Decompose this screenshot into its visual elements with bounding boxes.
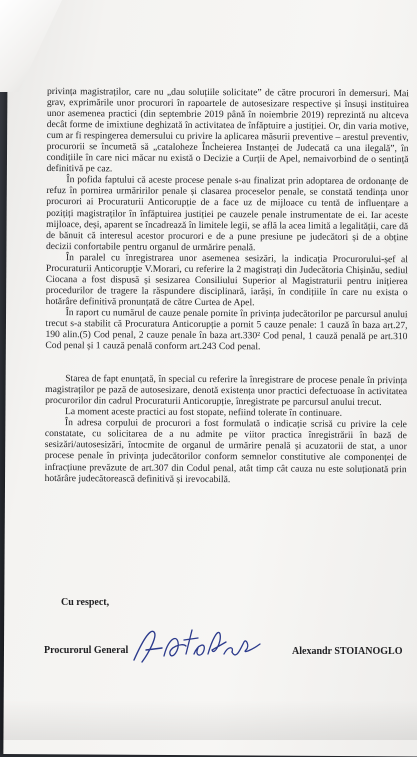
closing-salutation: Cu respect, xyxy=(61,597,110,608)
signatory-title: Procurorul General xyxy=(44,645,129,656)
paragraph-3: În paralel cu înregistrarea unor asemenea sesizări, la indicația Procurorului-șef al Procuraturii Anticorupție V.Morari, cu referire la 2 magistrați din Judecătoria Chișinău, sediul Ciocana a fost dispusă și sesizarea Consiliului Superior al Magistraturii pentru inițierea procedurilor de tragere la răspundere disciplinară, iarăși, în condițiile în care nu exista o hotărâre definitivă pronunțată de către Curtea de Apel. xyxy=(45,251,408,309)
paragraph-4: În raport cu numărul de cauze penale pornite în privința judecătorilor pe parcursul anului trecut s-a stabilit că Procuratura Anticorupție a pornit 5 cauze penale: 1 cauză în baza art.27, 190 alin.(5) Cod penal, 2 cauze penale în baza art.330² Cod penal, 1 cauză penală pe art.310 Cod penal și 1 cauză penală conform art.243 Cod penal. xyxy=(45,307,408,353)
paragraph-5: Starea de fapt enunțată, în special cu referire la înregistrare de procese penale în privința magistraților pe pază de autosesizare, denotă existența unor practici defectuoase în activitatea procurorilor din cadrul Procuraturii Anticorupție, înregistrate pe parcursul anului trecut. xyxy=(45,373,408,409)
document-body xyxy=(45,86,409,486)
paragraph-6: La moment aceste practici au fost stopate, nefiind tolerate în continuare. xyxy=(64,406,343,420)
paragraph-7: În adresa corpului de procurori a fost formulată o indicație scrisă cu privire la cele constatate, cu solicitarea de a nu admite pe viitor practica înregistrării în bază de sesizări/autosesizări, întocmite de organul de urmărire penală și acuzatorii de stat, a unor procese penale în privința judecătorilor conform semnelor constitutive ale componenței de infracțiune prevăzute de art.307 din Codul penal, atât timp cât cauza nu este soluționată prin hotărâre judecătorească definitivă și irevocabilă. xyxy=(44,417,407,485)
spacer xyxy=(45,351,407,375)
paragraph-1: privința magistraților, care nu „dau soluțiile solicitate” de către procurori în demersuri. Mai grav, exprimările unor procurori în rapoartele de autosesizare respective și însuși instituirea unor asemenea practici (din septembrie 2019 până în noiembrie 2019) reprezintă nu altceva decât forme de imixtiune deghizată în activitatea de înfăptuire a justiției. Or, din varia motive, cum ar fi respingerea demersului cu privire la aplicarea măsurii preventive – arestul preventiv, procurorii se încumetă să „cataloheze Încheierea Instanței de Judecată ca una ilegală”, în condițiile în care nici măcar nu există o Decizie a Curții de Apel, nemaivorbind de o sentință definitivă pe caz. xyxy=(46,86,409,175)
signatory-name: Alexandr STOIANOGLO xyxy=(292,646,403,657)
paragraph-2: În pofida faptului că aceste procese penale s-au finalizat prin adoptarea de ordonanțe de refuz în pornirea urmăririlor penale și clasarea proceselor penale, se constată tendința unor procurori ai Procuraturii Anticorupție de a face uz de mijloace cu tentă de influențare a pozițiți magistraților în înfăptuirea justiției pe cauzele penale instrumentate de ei. Iar aceste mijloace, deși, aparent se încadrează în limitele legii, se află la acea limită a legalității, care dă de bănuit că interesul acestor procurori e de a pune presiune pe judecători și de a obține decizii confortabile pentru organul de urmărire penală. xyxy=(45,174,409,253)
handwritten-signature xyxy=(128,620,268,670)
photo-shadow xyxy=(0,700,417,740)
